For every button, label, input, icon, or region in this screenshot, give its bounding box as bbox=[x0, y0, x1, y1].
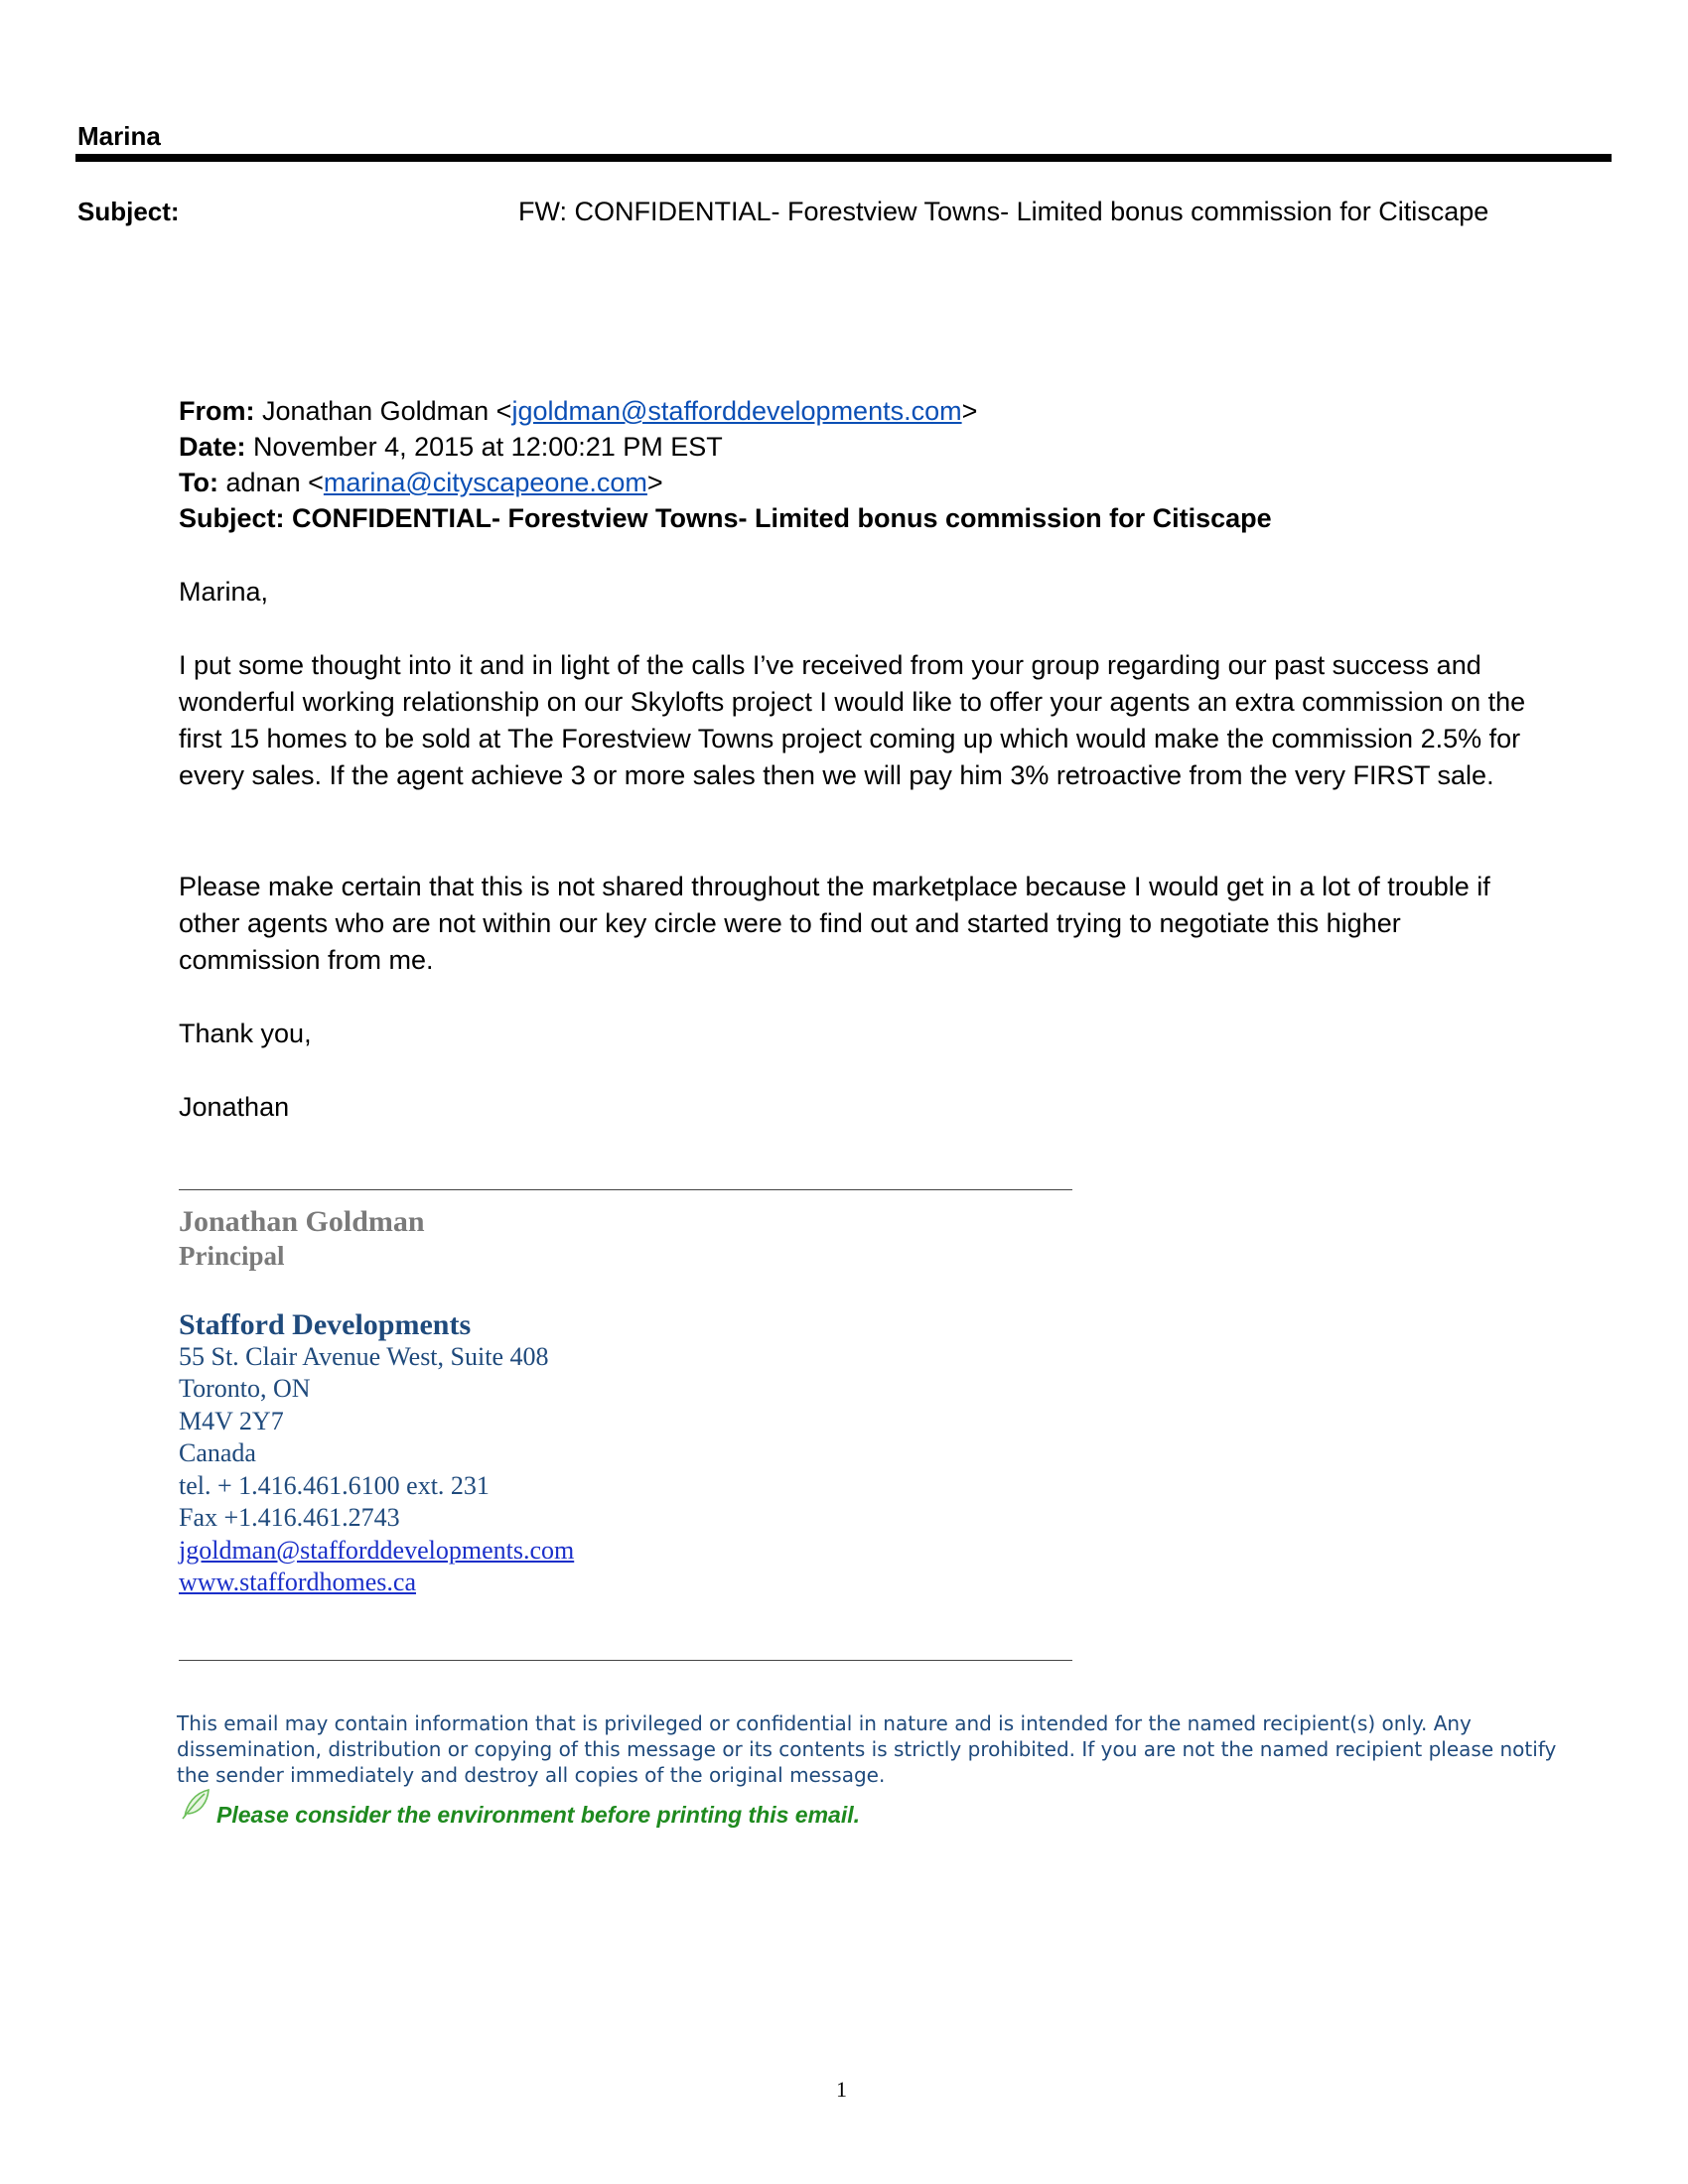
to-line bbox=[179, 465, 663, 500]
header-divider bbox=[75, 154, 1612, 162]
to-label: To: bbox=[179, 468, 218, 497]
date-label: Date: bbox=[179, 432, 246, 462]
forwarded-subject-value: CONFIDENTIAL- Forestview Towns- Limited bonus commission for Citiscape bbox=[292, 503, 1272, 533]
to-email-link[interactable]: marina@cityscapeone.com bbox=[323, 468, 647, 497]
signature-name: Jonathan Goldman bbox=[179, 1205, 425, 1238]
signature-fax: Fax +1.416.461.2743 bbox=[179, 1503, 400, 1532]
to-name: adnan < bbox=[225, 468, 324, 497]
signature-tel: tel. + 1.416.461.6100 ext. 231 bbox=[179, 1471, 490, 1500]
date-line bbox=[179, 429, 723, 465]
signature-divider-bottom bbox=[179, 1660, 1072, 1661]
signature-city: Toronto, ON bbox=[179, 1374, 311, 1403]
sender-name: Jonathan bbox=[179, 1092, 290, 1122]
signature-divider-top bbox=[179, 1189, 1072, 1190]
from-line bbox=[179, 393, 977, 429]
signature-address: 55 St. Clair Avenue West, Suite 408 bbox=[179, 1342, 549, 1371]
signature-company: Stafford Developments bbox=[179, 1308, 472, 1341]
date-value: November 4, 2015 at 12:00:21 PM EST bbox=[253, 432, 723, 462]
forwarded-subject-label: Subject: bbox=[179, 503, 285, 533]
header-name: Marina bbox=[77, 121, 161, 151]
disclaimer-text: This email may contain information that is privileged or confidential in nature and is intended for the named recipient(s) only. Any dissemination, distribution or copying of this message or its contents is strictly prohibited. If you are not the named recipient please notify the sender immediately and destroy all copies of the original message. bbox=[177, 1711, 1557, 1787]
environment-note: Please consider the environment before printing this email. bbox=[216, 1802, 860, 1828]
from-email-link[interactable]: jgoldman@stafforddevelopments.com bbox=[511, 396, 962, 426]
to-close: > bbox=[646, 468, 663, 497]
leaf-icon bbox=[179, 1787, 212, 1821]
subject-label: Subject: bbox=[77, 197, 180, 226]
greeting: Marina, bbox=[179, 577, 269, 607]
signature-email-link[interactable]: jgoldman@stafforddevelopments.com bbox=[179, 1536, 575, 1565]
forwarded-subject-line bbox=[179, 500, 1272, 536]
signature-title: Principal bbox=[179, 1241, 285, 1271]
signature-postal: M4V 2Y7 bbox=[179, 1407, 284, 1435]
from-name: Jonathan Goldman < bbox=[262, 396, 512, 426]
body-paragraph-1: I put some thought into it and in light of the calls I’ve received from your group regarding our past success and wonderful working relationship on our Skylofts project I would like to offer your agents an extra commission on the first 15 homes to be sold at The Forestview Towns project coming up which would make the commission 2.5% for every sales. If the agent achieve 3 or more sales then we will pay him 3% retroactive from the very FIRST sale. bbox=[179, 650, 1526, 790]
signature-website-link[interactable]: www.staffordhomes.ca bbox=[179, 1568, 416, 1596]
from-label: From: bbox=[179, 396, 255, 426]
subject-value: FW: CONFIDENTIAL- Forestview Towns- Limited bonus commission for Citiscape bbox=[518, 197, 1489, 226]
signature-country: Canada bbox=[179, 1438, 256, 1467]
page-number: 1 bbox=[836, 2077, 847, 2102]
from-close: > bbox=[961, 396, 978, 426]
closing: Thank you, bbox=[179, 1019, 312, 1048]
body-paragraph-2: Please make certain that this is not shared throughout the marketplace because I would get in a lot of trouble if other agents who are not within our key circle were to find out and started trying to negotiate this higher commission from me. bbox=[179, 872, 1490, 975]
